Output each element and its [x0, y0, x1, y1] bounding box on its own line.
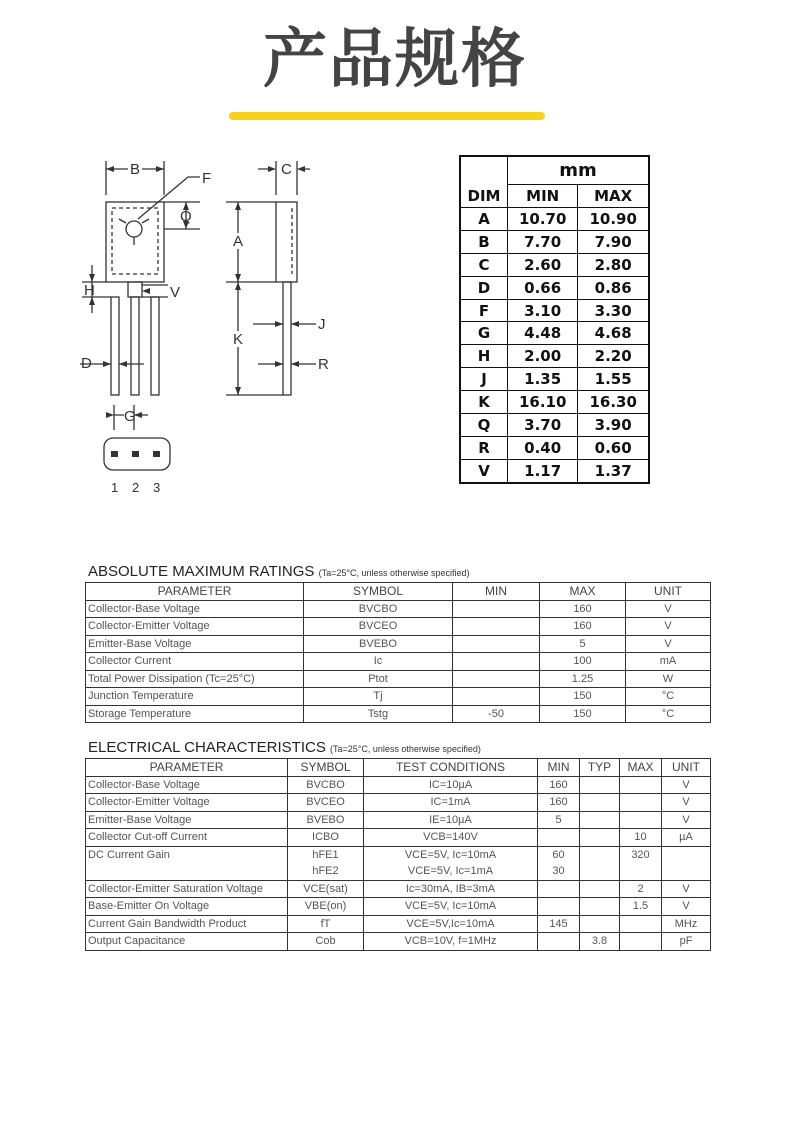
elec-title: ELECTRICAL CHARACTERISTICS: [88, 739, 326, 756]
elec-cell-typ: [580, 915, 620, 933]
elec-cell-max: [620, 811, 662, 829]
dimension-cell-dim: G: [460, 322, 508, 345]
dimension-cell-max: 2.20: [578, 345, 649, 368]
dimension-row: [460, 253, 649, 276]
elec-cell-parameter: Collector Cut-off Current: [86, 829, 288, 847]
abs-max-cell-unit: V: [626, 618, 711, 636]
elec-row: [86, 776, 711, 794]
elec-cell-symbol: VBE(on): [288, 898, 364, 916]
elec-cell-typ: [580, 898, 620, 916]
dimension-row: [460, 414, 649, 437]
front-body: [106, 202, 164, 282]
dimension-row: [460, 322, 649, 345]
elec-row: [86, 880, 711, 898]
elec-cell-max: [620, 915, 662, 933]
dimension-cell-max: 2.80: [578, 253, 649, 276]
abs-max-section-title: [88, 563, 470, 580]
elec-cell-max: 10: [620, 829, 662, 847]
elec-cell-test-conditions: VCB=10V, f=1MHz: [364, 933, 538, 951]
dimension-row: [460, 345, 649, 368]
dimension-cell-min: 1.35: [508, 368, 578, 391]
elec-header-parameter: PARAMETER: [86, 759, 288, 777]
elec-header-row: [86, 759, 711, 777]
lead-3: [151, 297, 159, 395]
elec-cell-unit: V: [662, 776, 711, 794]
dim-label-f: F: [202, 170, 212, 187]
abs-max-cell-unit: °C: [626, 705, 711, 723]
elec-cell-max: [620, 933, 662, 951]
dimension-corner: [460, 156, 508, 185]
elec-cell-min: 160: [538, 776, 580, 794]
dimension-cell-max: 7.90: [578, 230, 649, 253]
abs-max-row: [86, 618, 711, 636]
page-title: 产品规格: [263, 23, 527, 97]
abs-max-cell-symbol: BVCEO: [304, 618, 453, 636]
abs-max-cell-parameter: Junction Temperature: [86, 688, 304, 706]
elec-cell-unit: µA: [662, 829, 711, 847]
side-lead: [283, 282, 291, 395]
abs-max-row: [86, 635, 711, 653]
abs-max-cell-parameter: Collector-Emitter Voltage: [86, 618, 304, 636]
elec-cell-typ: 3.8: [580, 933, 620, 951]
dimension-cell-max: 4.68: [578, 322, 649, 345]
dimension-unit: mm: [508, 156, 650, 185]
elec-header-max: MAX: [620, 759, 662, 777]
elec-header-typ: TYP: [580, 759, 620, 777]
abs-max-cell-max: 160: [540, 600, 626, 618]
title-underline: [229, 112, 545, 120]
elec-cell-parameter: Base-Emitter On Voltage: [86, 898, 288, 916]
dimension-header-min: MIN: [508, 185, 578, 208]
dimension-cell-dim: K: [460, 391, 508, 414]
abs-max-cell-min: [453, 635, 540, 653]
elec-cell-test-conditions: IC=10µA: [364, 776, 538, 794]
abs-max-row: [86, 688, 711, 706]
abs-max-header-symbol: SYMBOL: [304, 583, 453, 601]
elec-cell-symbol: Cob: [288, 933, 364, 951]
elec-cell-typ: [580, 829, 620, 847]
elec-cell-test-conditions: VCE=5V, Ic=10mA: [364, 898, 538, 916]
dimension-cell-dim: B: [460, 230, 508, 253]
dim-label-b: B: [130, 161, 141, 178]
elec-cell-unit: V: [662, 880, 711, 898]
elec-cell-min: [538, 829, 580, 847]
elec-cell-symbol: fT: [288, 915, 364, 933]
dimension-cell-min: 7.70: [508, 230, 578, 253]
elec-cell-symbol: VCE(sat): [288, 880, 364, 898]
abs-max-header-max: MAX: [540, 583, 626, 601]
elec-cell-symbol: BVCBO: [288, 776, 364, 794]
package-outline-drawing: [78, 155, 338, 500]
elec-cell-parameter: Collector-Base Voltage: [86, 776, 288, 794]
dimension-row: [460, 208, 649, 231]
elec-cell-symbol: hFE1 hFE2: [288, 846, 364, 880]
dimension-cell-min: 0.40: [508, 436, 578, 459]
abs-max-row: [86, 653, 711, 671]
elec-row: [86, 915, 711, 933]
elec-cell-typ: [580, 776, 620, 794]
dim-label-v: V: [170, 284, 181, 301]
abs-max-cell-symbol: Tstg: [304, 705, 453, 723]
abs-max-cell-parameter: Storage Temperature: [86, 705, 304, 723]
dimension-cell-max: 3.90: [578, 414, 649, 437]
dimension-cell-min: 16.10: [508, 391, 578, 414]
dim-label-k: K: [233, 331, 244, 348]
lead-2: [131, 297, 139, 395]
abs-max-cell-unit: V: [626, 600, 711, 618]
dimension-row: [460, 368, 649, 391]
elec-cell-test-conditions: IE=10µA: [364, 811, 538, 829]
dimension-cell-dim: R: [460, 436, 508, 459]
dimension-cell-min: 0.66: [508, 276, 578, 299]
dimension-header-dim: DIM: [460, 185, 508, 208]
abs-max-row: [86, 670, 711, 688]
elec-cell-max: 320: [620, 846, 662, 880]
abs-max-cell-unit: W: [626, 670, 711, 688]
dimension-cell-dim: Q: [460, 414, 508, 437]
elec-cell-typ: [580, 811, 620, 829]
elec-cell-max: [620, 794, 662, 812]
elec-cell-unit: V: [662, 811, 711, 829]
elec-header-test-conditions: TEST CONDITIONS: [364, 759, 538, 777]
elec-cell-max: 1.5: [620, 898, 662, 916]
elec-cell-parameter: Current Gain Bandwidth Product: [86, 915, 288, 933]
dimension-header-row: [460, 185, 649, 208]
abs-max-row: [86, 705, 711, 723]
elec-cell-min: [538, 933, 580, 951]
abs-max-cell-symbol: BVCBO: [304, 600, 453, 618]
elec-cell-parameter: Output Capacitance: [86, 933, 288, 951]
elec-cell-unit: V: [662, 898, 711, 916]
dim-label-h: H: [84, 282, 95, 299]
elec-cell-test-conditions: Ic=30mA, IB=3mA: [364, 880, 538, 898]
dim-label-r: R: [318, 356, 329, 373]
elec-cell-unit: MHz: [662, 915, 711, 933]
dimension-cell-max: 0.86: [578, 276, 649, 299]
dimension-row: [460, 391, 649, 414]
abs-max-cell-max: 150: [540, 688, 626, 706]
abs-max-cell-max: 100: [540, 653, 626, 671]
dimension-cell-min: 2.60: [508, 253, 578, 276]
dimension-cell-min: 10.70: [508, 208, 578, 231]
dimension-row: [460, 230, 649, 253]
dimension-table: [459, 155, 650, 484]
abs-max-header-min: MIN: [453, 583, 540, 601]
dimension-row: [460, 436, 649, 459]
abs-max-cell-symbol: BVEBO: [304, 635, 453, 653]
dimension-cell-min: 1.17: [508, 459, 578, 482]
elec-cell-test-conditions: VCE=5V,Ic=10mA: [364, 915, 538, 933]
elec-cell-unit: V: [662, 794, 711, 812]
abs-max-cell-min: [453, 618, 540, 636]
elec-cell-unit: [662, 846, 711, 880]
abs-max-title: ABSOLUTE MAXIMUM RATINGS: [88, 563, 315, 580]
elec-cell-parameter: Emitter-Base Voltage: [86, 811, 288, 829]
elec-cell-test-conditions: IC=1mA: [364, 794, 538, 812]
dim-label-d: D: [81, 355, 92, 372]
abs-max-cell-parameter: Collector Current: [86, 653, 304, 671]
abs-max-cell-max: 1.25: [540, 670, 626, 688]
abs-max-cell-unit: °C: [626, 688, 711, 706]
elec-cell-max: 2: [620, 880, 662, 898]
dimension-cell-max: 0.60: [578, 436, 649, 459]
dim-label-g: G: [124, 408, 136, 425]
pin-label-3: 3: [153, 480, 161, 495]
abs-max-cell-min: -50: [453, 705, 540, 723]
dimension-cell-min: 2.00: [508, 345, 578, 368]
elec-cell-symbol: BVCEO: [288, 794, 364, 812]
dimension-cell-dim: A: [460, 208, 508, 231]
dimension-row: [460, 459, 649, 482]
elec-header-min: MIN: [538, 759, 580, 777]
dimension-row: [460, 299, 649, 322]
elec-row: [86, 898, 711, 916]
elec-note: (Ta=25°C, unless otherwise specified): [330, 744, 481, 754]
abs-max-cell-symbol: Ptot: [304, 670, 453, 688]
abs-max-note: (Ta=25°C, unless otherwise specified): [318, 568, 470, 578]
pin-label-1: 1: [111, 480, 119, 495]
elec-cell-typ: [580, 846, 620, 880]
dimension-unit-row: [460, 156, 649, 185]
dimension-cell-max: 16.30: [578, 391, 649, 414]
elec-cell-parameter: DC Current Gain: [86, 846, 288, 880]
elec-cell-max: [620, 776, 662, 794]
elec-cell-symbol: ICBO: [288, 829, 364, 847]
lead-1: [111, 297, 119, 395]
elec-cell-typ: [580, 880, 620, 898]
dimension-cell-max: 1.37: [578, 459, 649, 482]
dimension-cell-dim: D: [460, 276, 508, 299]
elec-header-symbol: SYMBOL: [288, 759, 364, 777]
dimension-row: [460, 276, 649, 299]
elec-row: [86, 811, 711, 829]
dimension-cell-dim: H: [460, 345, 508, 368]
elec-cell-parameter: Collector-Emitter Saturation Voltage: [86, 880, 288, 898]
elec-row: [86, 933, 711, 951]
dimension-cell-min: 4.48: [508, 322, 578, 345]
elec-cell-parameter: Collector-Emitter Voltage: [86, 794, 288, 812]
dimension-cell-dim: C: [460, 253, 508, 276]
abs-max-header-row: [86, 583, 711, 601]
dimension-cell-max: 1.55: [578, 368, 649, 391]
abs-max-cell-parameter: Collector-Base Voltage: [86, 600, 304, 618]
elec-cell-test-conditions: VCB=140V: [364, 829, 538, 847]
elec-cell-unit: pF: [662, 933, 711, 951]
elec-table: [85, 758, 711, 951]
abs-max-cell-min: [453, 653, 540, 671]
side-body: [276, 202, 297, 282]
abs-max-cell-unit: V: [626, 635, 711, 653]
elec-cell-min: 160: [538, 794, 580, 812]
abs-max-table: [85, 582, 711, 723]
elec-row: [86, 829, 711, 847]
abs-max-row: [86, 600, 711, 618]
dimension-cell-min: 3.70: [508, 414, 578, 437]
dimension-cell-dim: V: [460, 459, 508, 482]
abs-max-cell-parameter: Total Power Dissipation (Tc=25°C): [86, 670, 304, 688]
elec-row: [86, 846, 711, 880]
dimension-header-max: MAX: [578, 185, 649, 208]
abs-max-cell-symbol: Tj: [304, 688, 453, 706]
dim-label-q: Q: [180, 208, 192, 225]
elec-cell-typ: [580, 794, 620, 812]
dimension-cell-min: 3.10: [508, 299, 578, 322]
abs-max-header-unit: UNIT: [626, 583, 711, 601]
elec-cell-min: 145: [538, 915, 580, 933]
elec-cell-symbol: BVEBO: [288, 811, 364, 829]
elec-cell-min: 60 30: [538, 846, 580, 880]
abs-max-cell-max: 150: [540, 705, 626, 723]
elec-cell-min: [538, 898, 580, 916]
dim-label-c: C: [281, 161, 292, 178]
abs-max-cell-max: 160: [540, 618, 626, 636]
dimension-cell-max: 3.30: [578, 299, 649, 322]
elec-cell-min: [538, 880, 580, 898]
dim-label-a: A: [233, 233, 244, 250]
pin-label-2: 2: [132, 480, 140, 495]
abs-max-cell-unit: mA: [626, 653, 711, 671]
elec-cell-test-conditions: VCE=5V, Ic=10mA VCE=5V, Ic=1mA: [364, 846, 538, 880]
abs-max-header-parameter: PARAMETER: [86, 583, 304, 601]
elec-header-unit: UNIT: [662, 759, 711, 777]
abs-max-cell-min: [453, 670, 540, 688]
dim-label-j: J: [318, 316, 326, 333]
abs-max-cell-parameter: Emitter-Base Voltage: [86, 635, 304, 653]
elec-section-title: [88, 739, 481, 756]
elec-cell-min: 5: [538, 811, 580, 829]
dimension-cell-dim: J: [460, 368, 508, 391]
elec-row: [86, 794, 711, 812]
abs-max-cell-min: [453, 600, 540, 618]
abs-max-cell-min: [453, 688, 540, 706]
abs-max-cell-max: 5: [540, 635, 626, 653]
dimension-cell-dim: F: [460, 299, 508, 322]
abs-max-cell-symbol: Ic: [304, 653, 453, 671]
dimension-cell-max: 10.90: [578, 208, 649, 231]
